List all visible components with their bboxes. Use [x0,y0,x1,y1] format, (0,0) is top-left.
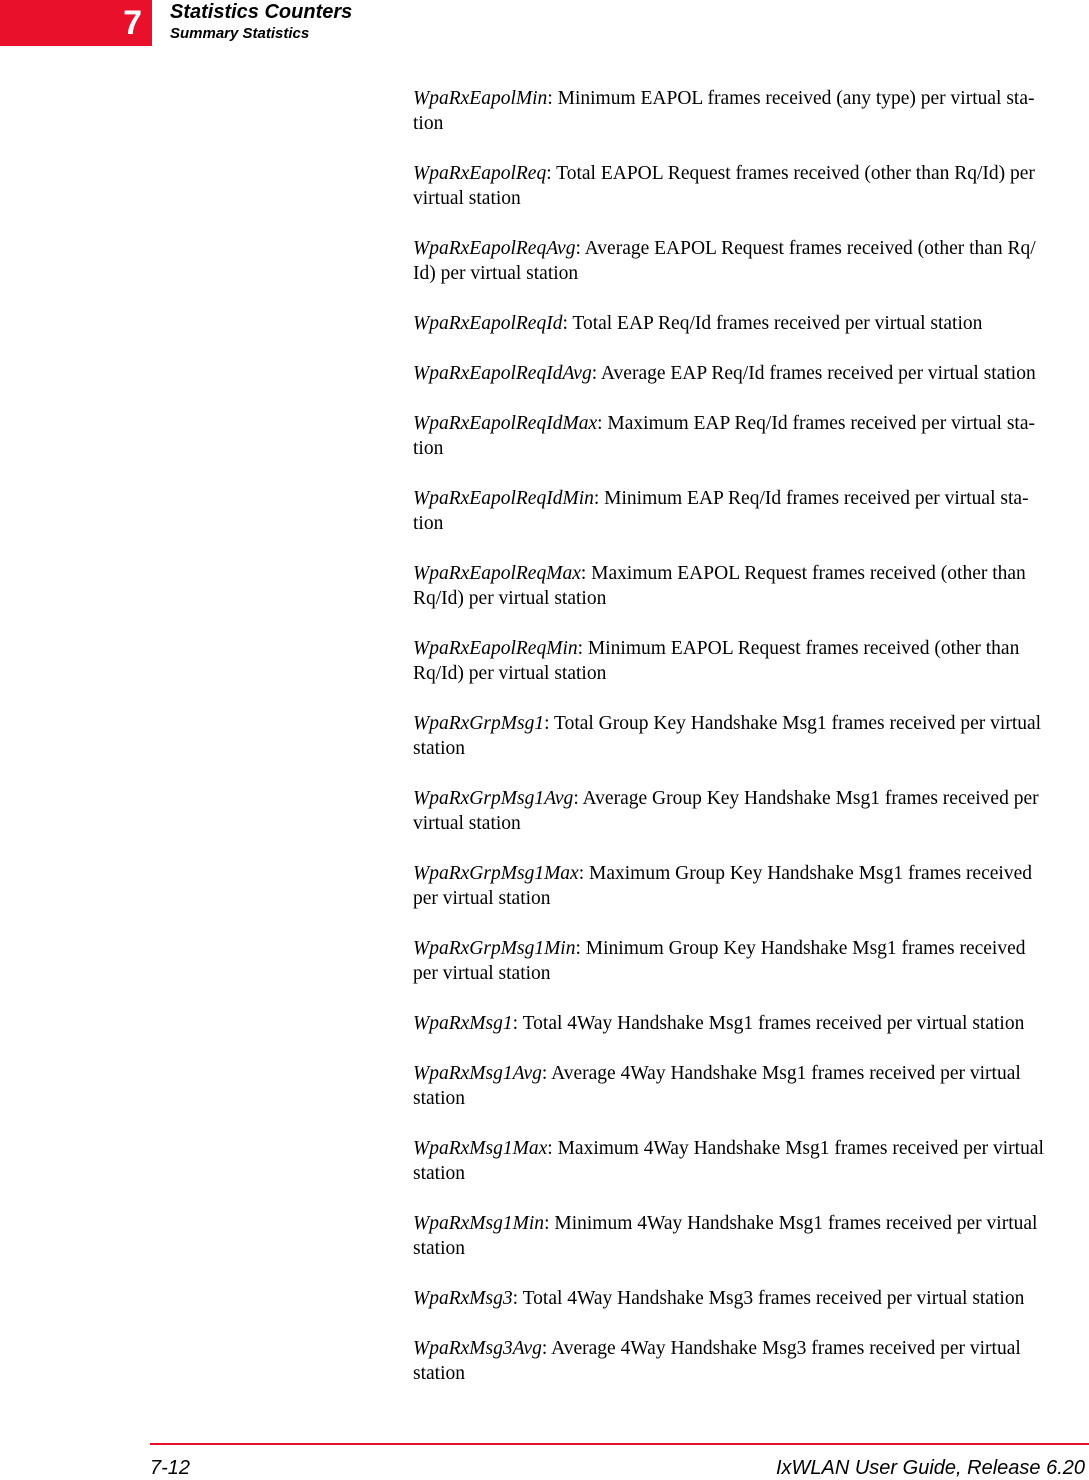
definition-entry [413,361,1085,386]
definition-entry [413,636,1085,686]
description: : Average 4Way Handshake Msg1 frames received per virtual station [413,1063,1021,1109]
term: WpaRxEapolReqIdMax [413,413,598,434]
definition-entry [413,786,1085,836]
description: : Total EAPOL Request frames received (other than Rq/Id) per virtual station [413,163,1035,209]
description: : Average 4Way Handshake Msg3 frames received per virtual station [413,1338,1021,1384]
description: : Minimum Group Key Handshake Msg1 frames received per virtual station [413,938,1026,984]
term: WpaRxMsg1 [413,1013,513,1034]
definition-entry [413,411,1085,461]
term: WpaRxEapolMin [413,88,548,109]
description: : Total Group Key Handshake Msg1 frames received per virtual station [413,713,1042,759]
running-header [170,0,352,44]
term: WpaRxEapolReqIdMin [413,488,594,509]
term: WpaRxMsg1Min [413,1213,545,1234]
description: : Total EAP Req/Id frames received per virtual station [562,313,983,334]
description: : Maximum EAPOL Request frames received (other than Rq/Id) per virtual station [413,563,1026,609]
description: : Maximum EAP Req/Id frames received per virtual sta- tion [413,413,1036,459]
term: WpaRxMsg3 [413,1288,513,1309]
term: WpaRxEapolReqMax [413,563,581,584]
description: : Total 4Way Handshake Msg3 frames received per virtual station [512,1288,1025,1309]
footer-divider [150,1443,1089,1445]
description: : Maximum Group Key Handshake Msg1 frames received per virtual station [413,863,1032,909]
document-title: IxWLAN User Guide, Release 6.20 [775,1457,1085,1479]
definition-entry [413,861,1085,911]
definition-entry [413,936,1085,986]
definition-entry [413,1336,1085,1386]
term: WpaRxGrpMsg1Min [413,938,576,959]
term: WpaRxGrpMsg1Max [413,863,579,884]
description: : Average Group Key Handshake Msg1 frames received per virtual station [413,788,1039,834]
term: WpaRxMsg3Avg [413,1338,542,1359]
term: WpaRxGrpMsg1 [413,713,545,734]
definition-entry [413,1061,1085,1111]
definition-entry [413,161,1085,211]
description: : Minimum EAP Req/Id frames received per virtual sta- tion [413,488,1029,534]
term: WpaRxMsg1Avg [413,1063,542,1084]
definition-entry [413,1286,1085,1311]
description: : Minimum EAPOL Request frames received (other than Rq/Id) per virtual station [413,638,1020,684]
definition-entry [413,1136,1085,1186]
description: : Minimum EAPOL frames received (any type) per virtual sta- tion [413,88,1035,134]
definition-entry [413,1211,1085,1261]
term: WpaRxEapolReqMin [413,638,578,659]
definition-entry [413,86,1085,136]
term: WpaRxEapolReq [413,163,547,184]
definition-entry [413,236,1085,286]
definition-entry [413,486,1085,536]
definition-entry [413,561,1085,611]
definition-entry [413,1011,1085,1036]
definition-entry [413,311,1085,336]
description: : Total 4Way Handshake Msg1 frames received per virtual station [512,1013,1025,1034]
description: : Minimum 4Way Handshake Msg1 frames received per virtual station [413,1213,1038,1259]
description: : Average EAP Req/Id frames received per virtual station [591,363,1036,384]
chapter-title: Statistics Counters [170,1,353,23]
page-number: 7-12 [150,1457,191,1479]
term: WpaRxEapolReqAvg [413,238,576,259]
description: : Maximum 4Way Handshake Msg1 frames received per virtual station [413,1138,1044,1184]
term: WpaRxGrpMsg1Avg [413,788,574,809]
term: WpaRxMsg1Max [413,1138,548,1159]
definition-entry [413,711,1085,761]
definition-list [413,86,1085,1411]
chapter-number-tab: 7 [0,0,152,46]
term: WpaRxEapolReqIdAvg [413,363,592,384]
description: : Average EAPOL Request frames received (other than Rq/ Id) per virtual station [413,238,1036,284]
section-title: Summary Statistics [170,25,310,42]
term: WpaRxEapolReqId [413,313,563,334]
